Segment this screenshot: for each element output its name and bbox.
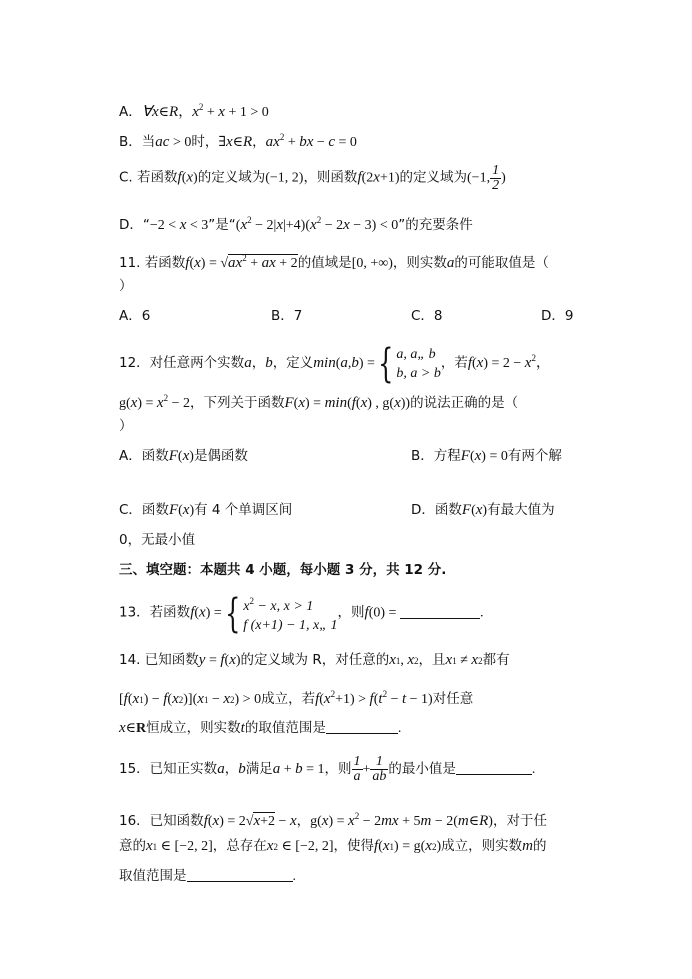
q10-option-d: D．“−2 < x < 3”是“$(x^2 - 2|x|+4)(x^2 - 2x - 3) < 0$”的充要条件	[119, 215, 473, 233]
q16-line1: 16．已知函数f(x) = 2√x+2 − x，$g(x) = x^2 - 2mx + 5m$ − 2(m∈R)，对于任	[119, 811, 547, 829]
q11-stem: 11. 若函数$f(x) = √ax^2$ + ax + 2的值域是[0, +∞)，则实数a的可能取值是（	[119, 253, 549, 271]
q16-line3: 取值范围是 .	[119, 868, 296, 884]
q15: 15．已知正实数a，b满足a + b = 1，则 $\frac{1}{a}$ + $\frac{1}{ab}$ 的最小值是 .	[119, 754, 536, 785]
q14-line3: x∈R恒成立，则实数t的取值范围是 .	[119, 720, 402, 736]
q11-option-b: B．7	[271, 308, 303, 324]
q14-line1: 14. 已知函数y = f(x)的定义域为 R，对任意的x1, x2，且x1 ≠ x2都有	[119, 652, 510, 668]
q10-option-a: A．∀x∈R，$x^2 + x + 1 > 0$	[119, 102, 269, 120]
q12-option-a: A．函数F(x)是偶函数	[119, 448, 248, 464]
q12-stem-line1: 12．对任意两个实数a，b，定义min(a,b) ={ a, a„ b b, a > b ，若$f(x) = 2 - x^2$，	[119, 340, 550, 387]
q13: 13．若函数f(x) ={ $x^2 - x$, x > 1 f (x+1) − 1, x„ 1 ，则f(0) = .	[119, 590, 484, 637]
q14-line2: [f(x1) − f(x2)](x1 − x2) > 0成立，若$f(x^2+1) > f(t^2 - t - 1)$对任意	[119, 689, 474, 707]
q11-option-a: A．6	[119, 308, 151, 324]
q12-option-c: C．函数F(x)有 4 个单调区间	[119, 502, 293, 518]
q12-option-b: B．方程F(x) = 0有两个解	[411, 448, 562, 464]
q11-option-c: C．8	[411, 308, 443, 324]
q12-option-d: D．函数F(x)有最大值为	[411, 502, 555, 518]
section-3-heading: 三、填空题：本题共 4 小题，每小题 3 分，共 12 分.	[119, 562, 447, 578]
q11-option-d: D．9	[541, 308, 574, 324]
q16-line2: 意的x1 ∈ [−2, 2]，总存在x2 ∈ [−2, 2]，使得f(x1) = g(x2)成立，则实数m的	[119, 838, 547, 854]
q10-option-c: C. 若函数f(x)的定义域为(−1, 2)，则函数f(2x+1)的定义域为(−1, $\frac{1}{2}$ )	[119, 163, 506, 193]
q12-stem-line2: $g(x) = x^2 - 2$，下列关于函数F(x) = min(f(x) , g(x))的说法正确的是（	[119, 393, 519, 411]
exam-page: A．∀x∈R，$x^2 + x + 1 > 0$ B．当ac > 0时，∃x∈R，$ax^2$ + bx − c = 0 C. 若函数f(x)的定义域为(−1, 2)，则函数f(2x+1)的定义域为(−1, $\frac{1}{2}$ ) D．“−2 < x < 3”是“$(x^2 - 2|x|+4)(x^2 - 2x - 3) < 0$”的充要条件 11. 若函数$f(x) = √ax^2$ + ax + 2的值域是[0, +∞)，则实数a的可能取值是（ ） A．6 B．7 C．8 D．9 12．对任意两个实数a，b，定义min(a,b) ={ a, a„ b b, a > b ，若$f(x) = 2 - x^2$， $g(x) = x^2 - 2$，下列关于函数F(x) = min(f(x) , g(x))的说法正确的是（ ） A．函数F(x)是偶函数 B．方程F(x) = 0有两个解 C．函数F(x)有 4 个单调区间 D．函数F(x)有最大值为 0，无最小值 三、填空题：本题共 4 小题，每小题 3 分，共 12 分. 13．若函数f(x) ={ $x^2 - x$, x > 1 f (x+1) − 1, x„ 1 ，则f(0) = . 14. 已知函数y = f(x)的定义域为 R，对任意的x1, x2，且x1 ≠ x2都有 [f(x1) − f(x2)](x1 − x2) > 0成立，若$f(x^2+1) > f(t^2 - t - 1)$对任意 x∈R恒成立，则实数t的取值范围是 . 15．已知正实数a，b满足a + b = 1，则 $\frac{1}{a}$ + $\frac{1}{ab}$ 的最小值是 . 16．已知函数f(x) = 2√x+2 − x，$g(x) = x^2 - 2mx + 5m$ − 2(m∈R)，对于任 意的x1 ∈ [−2, 2]，总存在x2 ∈ [−2, 2]，使得f(x1) = g(x2)成立，则实数m的 取值范围是 .	[0, 0, 692, 979]
q10-option-b: B．当ac > 0时，∃x∈R，$ax^2$ + bx − c = 0	[119, 132, 357, 150]
